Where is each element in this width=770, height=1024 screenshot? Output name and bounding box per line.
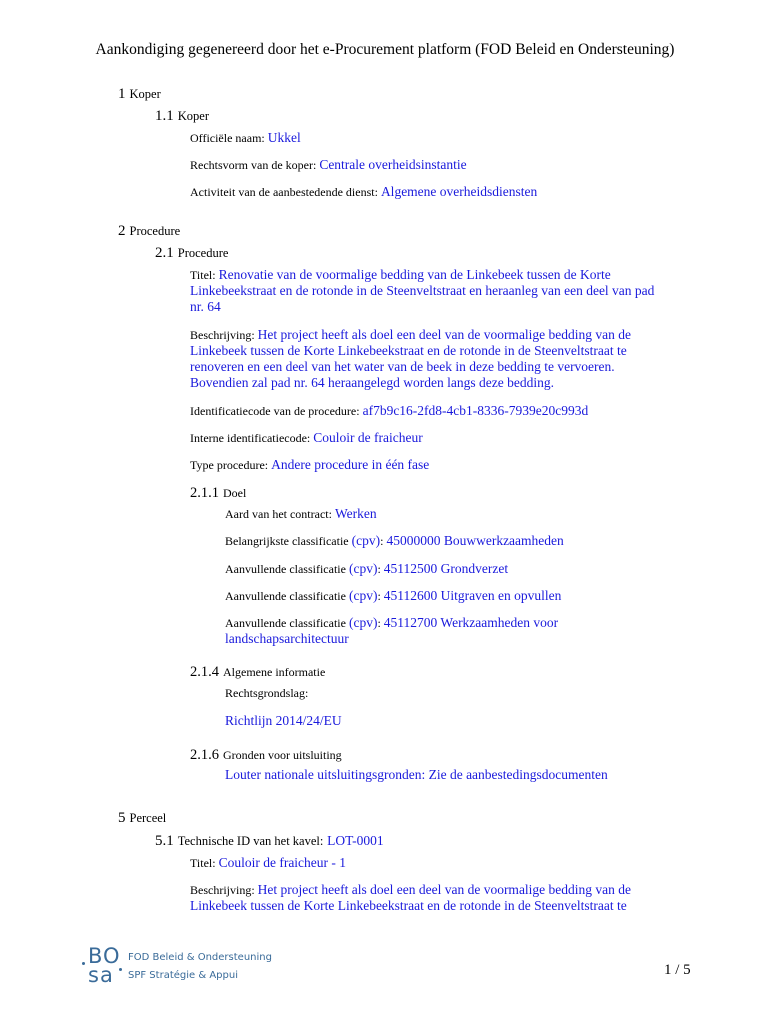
field-lot-title <box>190 855 346 871</box>
field-value: Couloir de fraicheur <box>313 430 423 445</box>
section-label: Procedure <box>129 224 181 238</box>
section-2-1-6-heading <box>190 747 342 764</box>
field-label: Titel: <box>190 856 216 870</box>
org-name-nl: FOD Beleid & Ondersteuning <box>128 952 272 963</box>
section-2-1-heading <box>155 245 228 262</box>
field-value: Centrale overheidsinstantie <box>319 157 467 172</box>
field-label: Aard van het contract: <box>225 507 332 521</box>
field-procedure-type <box>190 457 429 473</box>
section-number: 1 <box>118 86 126 102</box>
section-2-1-4-heading <box>190 664 325 681</box>
section-1-heading <box>118 86 161 103</box>
field-label: Interne identificatiecode: <box>190 431 311 445</box>
field-label: Identificatiecode van de procedure: <box>190 404 360 418</box>
field-value: 45000000 Bouwwerkzaamheden <box>386 533 564 548</box>
field-label: Activiteit van de aanbestedende dienst: <box>190 185 378 199</box>
cpv-tag: (cpv) <box>348 615 378 630</box>
field-contract-nature <box>225 506 377 522</box>
field-title <box>190 267 670 315</box>
cpv-tag: (cpv) <box>348 561 378 576</box>
cpv-tag: (cpv) <box>348 588 378 603</box>
section-label: Procedure <box>177 246 229 260</box>
org-name-fr: SPF Stratégie & Appui <box>128 970 238 981</box>
field-value: Het project heeft als doel een deel van de voormalige bedding van de Linkebeek tussen de Korte Linkebeekstraat en de rotonde in de Steenveltstraat te renoveren en een deel van het water van de beek in deze bedding te vervoeren. Bovendien zal pad nr. 64 heraangelegd worden langs deze bedding. <box>190 327 632 390</box>
field-label: Officiële naam: <box>190 131 265 145</box>
field-label: Type procedure: <box>190 458 269 472</box>
field-value: Couloir de fraicheur - 1 <box>218 855 347 870</box>
bosa-logo <box>82 946 282 996</box>
field-value: af7b9c16-2fd8-4cb1-8336-7939e20c993d <box>362 403 589 418</box>
section-label: Doel <box>223 486 247 500</box>
field-value: 45112700 Werkzaamheden voor landschapsarchitectuur <box>225 615 559 646</box>
section-number: 2.1 <box>155 245 174 261</box>
section-1-1-heading <box>155 108 209 125</box>
section-label: Perceel <box>129 811 167 825</box>
field-classification-main: Belangrijkste classificatie (cpv): 45000000 Bouwwerkzaamheden <box>225 533 564 548</box>
field-value: Algemene overheidsdiensten <box>380 184 538 199</box>
section-5-1-heading <box>155 833 384 850</box>
section-number: 2 <box>118 223 126 239</box>
section-number: 1.1 <box>155 108 174 124</box>
section-number: 5 <box>118 810 126 826</box>
field-official-name <box>190 130 301 146</box>
field-classification-extra: Aanvullende classificatie (cpv): 45112600 Uitgraven en opvullen <box>225 588 562 603</box>
page-number: 1 / 5 <box>664 962 691 978</box>
field-legal-basis-label: Rechtsgrondslag: <box>225 686 309 700</box>
field-label: Beschrijving: <box>190 328 255 342</box>
field-lot-description <box>190 882 670 914</box>
section-number: 2.1.6 <box>190 747 219 763</box>
field-value: 45112500 Grondverzet <box>383 561 509 576</box>
lot-id: LOT-0001 <box>327 833 384 848</box>
field-activity <box>190 184 537 200</box>
logo-top-letters: BO <box>88 944 121 968</box>
cpv-tag: (cpv) <box>351 533 381 548</box>
field-label: Aanvullende classificatie <box>225 562 346 576</box>
field-label: Rechtsvorm van de koper: <box>190 158 317 172</box>
field-label: Titel: <box>190 268 216 282</box>
field-description <box>190 327 670 391</box>
section-label: Koper <box>177 109 209 123</box>
field-value: Werken <box>334 506 377 521</box>
field-classification-extra: Aanvullende classificatie (cpv): 45112700 Werkzaamheden voor landschapsarchitectuur <box>225 615 559 646</box>
section-label: Koper <box>129 87 161 101</box>
document-header: Aankondiging gegenereerd door het e-Procurement platform (FOD Beleid en Ondersteuning) <box>95 41 675 58</box>
field-exclusion-grounds: Louter nationale uitsluitingsgronden: Zie de aanbestedingsdocumenten <box>225 767 608 782</box>
section-2-1-1-heading <box>190 485 246 502</box>
field-label: Beschrijving: <box>190 883 255 897</box>
field-procedure-id <box>190 403 588 419</box>
field-value: Ukkel <box>267 130 301 145</box>
section-label: Gronden voor uitsluiting <box>223 748 342 762</box>
field-value: 45112600 Uitgraven en opvullen <box>383 588 562 603</box>
field-legal-basis-value: Richtlijn 2014/24/EU <box>225 713 342 728</box>
section-2-heading <box>118 223 180 240</box>
field-label: Belangrijkste classificatie <box>225 534 349 548</box>
section-number: 2.1.1 <box>190 485 219 501</box>
field-value: Het project heeft als doel een deel van de voormalige bedding van de Linkebeek tussen de Korte Linkebeekstraat en de rotonde in de Steenveltstraat te <box>190 882 632 913</box>
section-5-heading <box>118 810 166 827</box>
section-label: Technische ID van het kavel: <box>177 834 324 848</box>
section-label: Algemene informatie <box>223 665 326 679</box>
logo-bottom-letters: sa <box>88 963 114 987</box>
section-number: 5.1 <box>155 833 174 849</box>
field-classification-extra: Aanvullende classificatie (cpv): 45112500 Grondverzet <box>225 561 509 576</box>
field-legal-form <box>190 157 467 173</box>
field-value: Andere procedure in één fase <box>271 457 430 472</box>
field-internal-id <box>190 430 423 446</box>
logo-dot <box>82 962 85 965</box>
logo-dot <box>119 968 122 971</box>
field-value: Renovatie van de voormalige bedding van de Linkebeek tussen de Korte Linkebeekstraat en de rotonde in de Steenveltstraat en heraanleg van een deel van pad nr. 64 <box>190 267 655 314</box>
field-label: Aanvullende classificatie <box>225 616 346 630</box>
field-label: Aanvullende classificatie <box>225 589 346 603</box>
section-number: 2.1.4 <box>190 664 219 680</box>
